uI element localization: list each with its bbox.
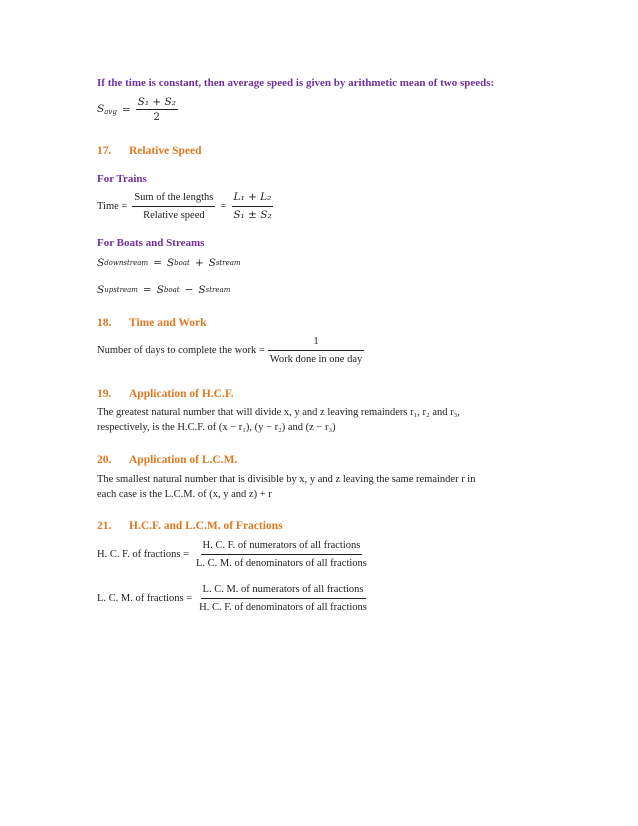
section-20-number: 20.: [97, 454, 112, 466]
section-21-title: H.C.F. and L.C.M. of Fractions: [129, 520, 283, 532]
avg-speed-formula: $S_{avg}$ = $\frac{\text{S₁ + S₂}}{2}$: [97, 96, 176, 123]
lcm-fractions-numerator: L. C. M. of numerators of all fractions: [201, 582, 366, 599]
section-17-heading: [97, 145, 202, 157]
section-19-number: 19.: [97, 388, 112, 400]
trains-heading: For Trains: [97, 173, 147, 185]
trains-lhs: Time =: [97, 201, 128, 213]
avg-speed-fraction: [136, 96, 178, 123]
trains-fraction-words: [132, 190, 215, 223]
avg-speed-numerator: S₁ + S₂: [137, 96, 176, 108]
section-18-heading: [97, 317, 207, 329]
section-20-heading: [97, 454, 237, 466]
section-19-body: [97, 405, 527, 435]
trains-denominator: Relative speed: [143, 210, 205, 222]
time-work-lhs: Number of days to complete the work =: [97, 345, 265, 357]
trains-fraction-symbols: [231, 190, 273, 223]
hcf-fractions-lhs: H. C. F. of fractions =: [97, 549, 189, 561]
avg-speed-lhs: $S_{avg}$: [97, 103, 117, 116]
hcf-fractions-numerator: H. C. F. of numerators of all fractions: [201, 538, 363, 555]
hcf-fractions-fraction: [194, 538, 369, 571]
lcm-fractions-lhs: L. C. M. of fractions =: [97, 593, 193, 605]
time-work-fraction: [268, 334, 364, 367]
downstream-formula: S downstream = S boat + S stream: [97, 257, 241, 269]
section-21-heading: [97, 520, 283, 532]
section-18-number: 18.: [97, 317, 112, 329]
section-19-heading: [97, 388, 234, 400]
trains-formula: Time = $\frac{\text{Sum of the lengths}}{\text{Relative speed}}$ = $\frac{\text{L₁ + L₂}}{\text{S₁ ± S₂}}$: [97, 190, 274, 223]
section-18-title: Time and Work: [129, 317, 207, 329]
lcm-fractions-fraction: [197, 582, 369, 615]
time-work-formula: [97, 334, 364, 367]
trains-numerator: Sum of the lengths: [132, 190, 215, 207]
section-17-number: 17.: [97, 145, 112, 157]
section-20-line-2: each case is the L.C.M. of (x, y and z) + r: [97, 489, 272, 501]
trains-numerator-symbols: L₁ + L₂: [232, 190, 274, 207]
hcf-fractions-denominator: L. C. M. of denominators of all fractions: [196, 558, 367, 570]
boats-heading: For Boats and Streams: [97, 237, 205, 249]
hcf-fractions-formula: [97, 538, 369, 571]
section-20-line-1: The smallest natural number that is divisible by x, y and z leaving the same remainder r in: [97, 474, 476, 485]
lcm-fractions-denominator: H. C. F. of denominators of all fractions: [199, 602, 367, 614]
time-work-denominator: Work done in one day: [269, 354, 363, 366]
section-21-number: 21.: [97, 520, 112, 532]
lcm-fractions-formula: [97, 582, 369, 615]
avg-speed-heading: If the time is constant, then average speed is given by arithmetic mean of two speeds:: [97, 77, 495, 89]
section-17-title: Relative Speed: [129, 145, 202, 157]
section-19-line-1: The greatest natural number that will divide x, y and z leaving remainders r₁, r₂ and r₃,: [97, 407, 460, 418]
section-20-body: [97, 472, 527, 502]
section-20-title: Application of L.C.M.: [129, 454, 238, 466]
upstream-formula: S upstream = S boat − S stream: [97, 284, 231, 296]
time-work-numerator: 1: [268, 334, 364, 351]
section-19-line-2: respectively, is the H.C.F. of (x − r₁), (y − r₂) and (z − r₃): [97, 422, 336, 434]
section-19-title: Application of H.C.F.: [129, 388, 234, 400]
avg-speed-denominator: 2: [153, 111, 161, 123]
trains-denominator-symbols: S₁ ± S₂: [233, 209, 272, 222]
